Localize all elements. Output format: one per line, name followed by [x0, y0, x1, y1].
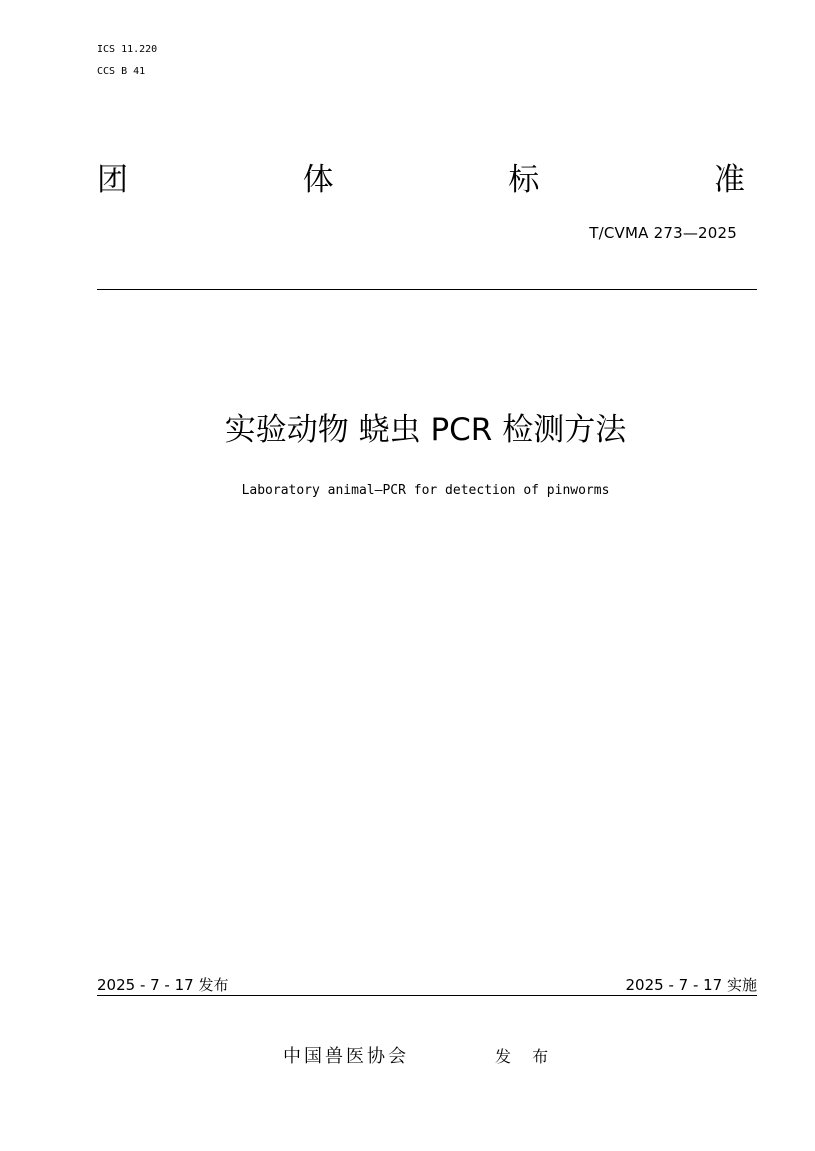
- standard-type-char-4: 准: [713, 162, 745, 198]
- chinese-title: 实验动物 蛲虫 PCR 检测方法: [224, 412, 627, 448]
- bottom-divider: [97, 995, 757, 996]
- ics-code: ICS 11.220: [97, 44, 158, 55]
- standard-type-char-1: 团: [97, 162, 128, 198]
- top-divider: [97, 289, 757, 290]
- standard-type-char-2: 体: [302, 162, 334, 198]
- publisher-row: [0, 1045, 815, 1069]
- standard-number: T/CVMA 273—2025: [589, 224, 737, 242]
- ccs-code: CCS B 41: [97, 66, 146, 77]
- publish-label: 发 布: [495, 1047, 557, 1066]
- date-row: [97, 975, 757, 997]
- implementation-date: 2025 - 7 - 17 实施: [625, 976, 757, 994]
- standard-type-heading: [97, 162, 745, 198]
- issue-date: 2025 - 7 - 17 发布: [97, 976, 229, 994]
- english-title: Laboratory animal—PCR for detection of pinworms: [241, 483, 610, 498]
- standard-type-char-3: 标: [508, 162, 540, 198]
- publisher-name: 中国兽医协会: [283, 1046, 409, 1067]
